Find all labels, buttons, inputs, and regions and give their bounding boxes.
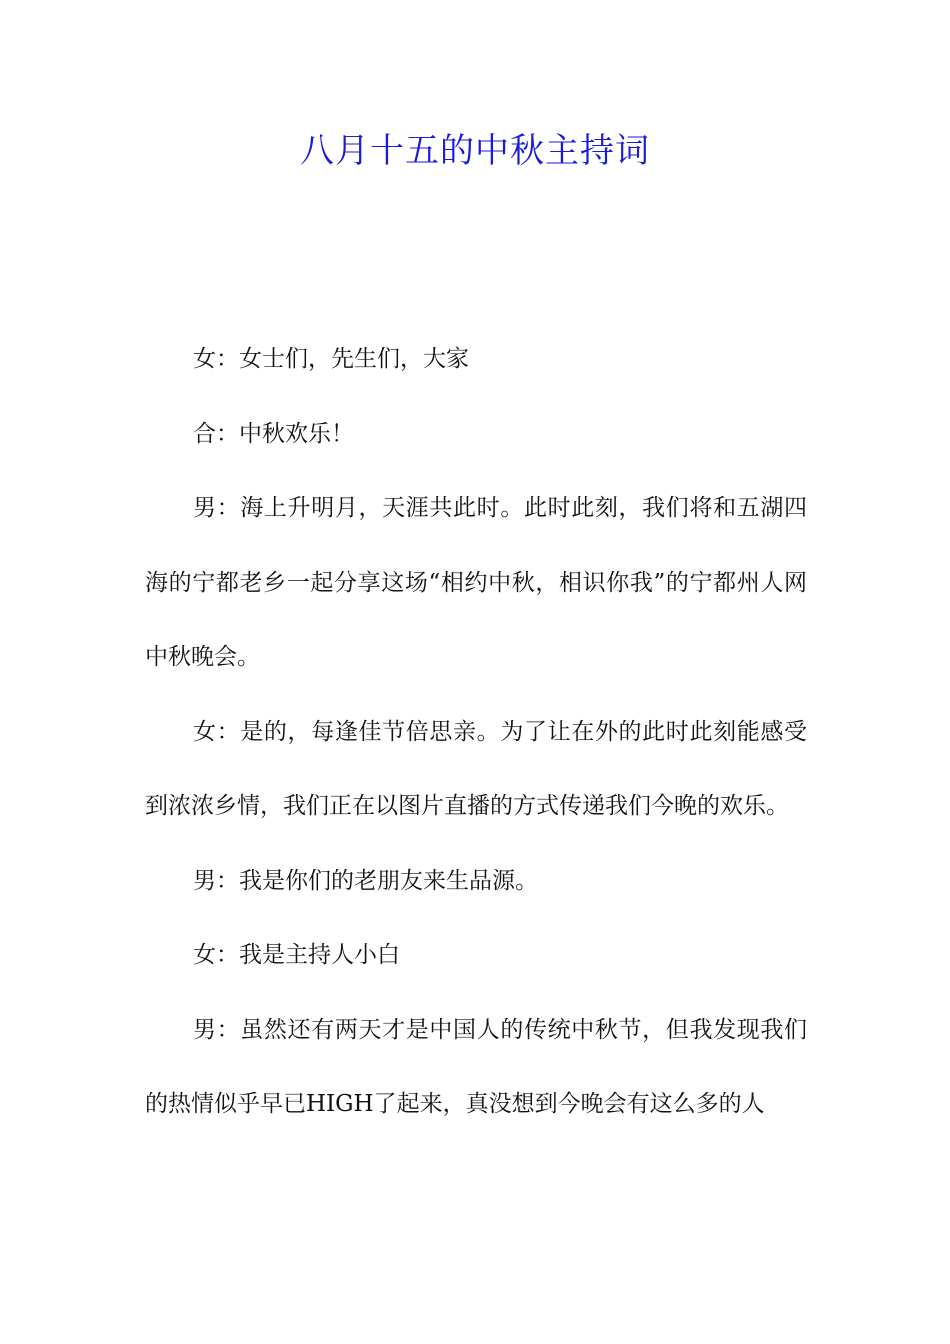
- document-title: 八月十五的中秋主持词: [300, 131, 650, 171]
- paragraph: 合：中秋欢乐！: [193, 420, 354, 447]
- paragraph: 女：我是主持人小白: [193, 942, 400, 968]
- paragraph: 女：女士们，先生们，大家: [193, 346, 469, 372]
- paragraph: 男：虽然还有两天才是中国人的传统中秋节，但我发现我们的热情似乎早已HIGH了起来，真没想到今晚会有这么多的人: [145, 1016, 807, 1117]
- paragraph: 男：我是你们的老朋友来生品源。: [193, 867, 538, 894]
- paragraph: 女：是的，每逢佳节倍思亲。为了让在外的此时此刻能感受到浓浓乡情，我们正在以图片直播的方式传递我们今晚的欢乐。: [145, 718, 807, 819]
- document-body: [145, 322, 807, 1142]
- paragraph: 男：海上升明月，天涯共此时。此时此刻，我们将和五湖四海的宁都老乡一起分享这场“相约中秋，相识你我”的宁都州人网中秋晚会。: [145, 495, 807, 670]
